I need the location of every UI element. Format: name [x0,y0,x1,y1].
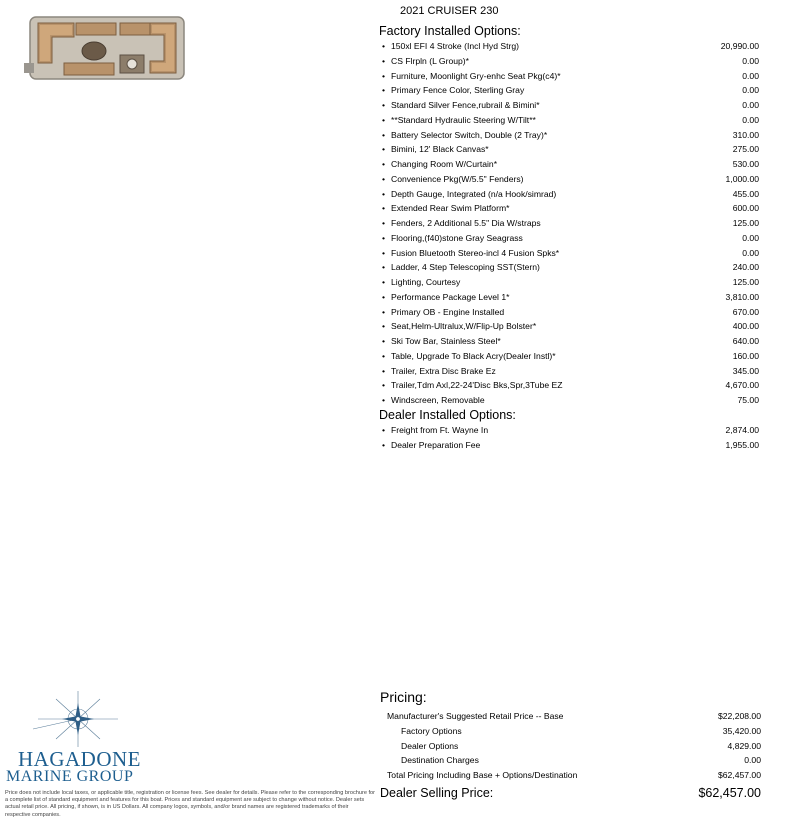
msrp-value: $22,208.00 [717,711,761,721]
option-name: Trailer,Tdm Axl,22-24'Disc Bks,Spr,3Tube EZ [391,380,563,391]
dealer-options-total-value: 4,829.00 [727,741,761,751]
option-row [379,438,761,453]
option-name: Ladder, 4 Step Telescoping SST(Stern) [391,262,540,273]
bullet-icon: • [382,277,386,287]
bullet-icon: • [382,173,386,184]
option-name: Flooring,(f40)stone Gray Seagrass [391,232,523,243]
factory-options-heading: Factory Installed Options: [379,24,521,38]
bullet-icon: • [382,425,386,435]
option-price: 125.00 [732,277,759,287]
option-price: 0.00 [742,55,759,66]
option-row [379,69,761,84]
factory-options-total-value: 35,420.00 [722,726,761,736]
option-row [379,393,761,408]
bullet-icon: • [382,203,386,214]
option-row [379,305,761,320]
option-price: 455.00 [732,188,759,199]
bullet-icon: • [382,100,386,110]
disclaimer-text: Price does not include local taxes, or applicable title, registration or license fees. See dealer for details. Please refer to the corresponding brochure for a complete list of standard equipment and features for this boat. Prices and standard equipment are subject to change without notice. Dealer sets actual retail price. All pricing, if shown, is in US Dollars. All company logos, symbols, and/or brand names are registered trademarks of their respective companies. [5,790,376,818]
option-name: 150xl EFI 4 Stroke (Incl Hyd Strg) [391,41,519,51]
bullet-icon: • [382,70,386,81]
option-name: Fenders, 2 Additional 5.5" Dia W/straps [391,218,541,228]
option-name: Lighting, Courtesy [391,277,461,287]
bullet-icon: • [382,129,386,140]
msrp-label: Manufacturer's Suggested Retail Price -- Base [387,711,564,721]
option-row [379,290,761,305]
logo-text-hagadone: HAGADONE [18,747,141,771]
option-name: Standard Silver Fence,rubrail & Bimini* [391,100,540,110]
option-name: Primary OB - Engine Installed [391,306,505,317]
option-name: Convenience Pkg(W/5.5" Fenders) [391,173,524,184]
factory-options-list [379,39,761,408]
bullet-icon: • [382,395,386,405]
option-price: 0.00 [742,70,759,81]
option-price: 75.00 [737,395,759,405]
option-name: **Standard Hydraulic Steering W/Tilt** [391,114,536,125]
destination-charges-label: Destination Charges [401,755,479,765]
total-pricing-label: Total Pricing Including Base + Options/Destination [387,770,578,780]
page-title: 2021 CRUISER 230 [400,5,499,17]
option-name: Performance Package Level 1* [391,291,510,302]
option-row [379,423,761,438]
option-name: Furniture, Moonlight Gry-enhc Seat Pkg(c4)* [391,70,561,81]
option-price: 0.00 [742,85,759,96]
option-name: Battery Selector Switch, Double (2 Tray)* [391,129,548,140]
bullet-icon: • [382,247,386,258]
option-row [379,98,761,113]
option-price: 125.00 [732,218,759,228]
option-price: 1,955.00 [725,439,759,450]
bullet-icon: • [382,144,386,155]
option-price: 1,000.00 [725,173,759,184]
option-row [379,113,761,128]
bullet-icon: • [382,321,386,332]
bullet-icon: • [382,188,386,199]
dealer-selling-price-label: Dealer Selling Price: [380,786,494,800]
option-name: Dealer Preparation Fee [391,439,481,450]
option-name: Extended Rear Swim Platform* [391,203,510,214]
bullet-icon: • [382,114,386,125]
factory-options-total-label: Factory Options [401,726,462,736]
bullet-icon: • [382,306,386,317]
option-price: 275.00 [732,144,759,155]
option-row [379,349,761,364]
total-pricing-value: $62,457.00 [717,770,761,780]
option-row [379,83,761,98]
destination-charges-value: 0.00 [744,755,761,765]
dealer-selling-price-value: $62,457.00 [698,786,761,800]
option-row [379,39,761,54]
option-price: 2,874.00 [725,425,759,435]
option-row [379,54,761,69]
option-price: 345.00 [732,365,759,376]
option-row [379,334,761,349]
dealer-options-total-label: Dealer Options [401,741,459,751]
logo-text-marine-group: MARINE GROUP [6,768,134,785]
option-name: Freight from Ft. Wayne In [391,425,489,435]
bullet-icon: • [382,365,386,376]
bullet-icon: • [382,159,386,169]
option-name: Table, Upgrade To Black Acry(Dealer Instl)* [391,350,556,361]
dealer-options-list [379,423,761,453]
bullet-icon: • [382,262,386,273]
option-price: 4,670.00 [725,380,759,391]
option-row [379,319,761,334]
option-row [379,378,761,393]
option-row [379,260,761,275]
bullet-icon: • [382,85,386,96]
option-price: 20,990.00 [720,41,759,51]
option-price: 670.00 [732,306,759,317]
option-price: 0.00 [742,232,759,243]
option-price: 310.00 [732,129,759,140]
option-price: 3,810.00 [725,291,759,302]
option-price: 240.00 [732,262,759,273]
bullet-icon: • [382,291,386,302]
option-price: 600.00 [732,203,759,214]
option-row [379,187,761,202]
bullet-icon: • [382,41,386,51]
bullet-icon: • [382,350,386,361]
bullet-icon: • [382,55,386,66]
option-row [379,364,761,379]
option-row [379,172,761,187]
option-price: 0.00 [742,114,759,125]
option-price: 160.00 [732,350,759,361]
option-name: CS Flrpln (L Group)* [391,55,470,66]
option-row [379,246,761,261]
option-price: 640.00 [732,336,759,346]
option-row [379,201,761,216]
option-price: 0.00 [742,247,759,258]
option-row [379,216,761,231]
option-name: Trailer, Extra Disc Brake Ez [391,365,496,376]
option-name: Seat,Helm-Ultralux,W/Flip-Up Bolster* [391,321,537,332]
pricing-heading: Pricing: [380,689,427,705]
option-price: 0.00 [742,100,759,110]
bullet-icon: • [382,218,386,228]
option-price: 530.00 [732,159,759,169]
option-name: Changing Room W/Curtain* [391,159,498,169]
option-price: 400.00 [732,321,759,332]
bullet-icon: • [382,380,386,391]
bullet-icon: • [382,232,386,243]
bullet-icon: • [382,336,386,346]
option-name: Bimini, 12' Black Canvas* [391,144,489,155]
option-row [379,157,761,172]
option-name: Ski Tow Bar, Stainless Steel* [391,336,501,346]
option-row [379,231,761,246]
option-name: Fusion Bluetooth Stereo-incl 4 Fusion Spks* [391,247,560,258]
option-name: Depth Gauge, Integrated (n/a Hook/simrad) [391,188,557,199]
option-row [379,275,761,290]
option-name: Primary Fence Color, Sterling Gray [391,85,525,96]
bullet-icon: • [382,439,386,450]
option-name: Windscreen, Removable [391,395,485,405]
compass-rose-icon [8,689,138,754]
option-row [379,142,761,157]
option-row [379,128,761,143]
dealer-options-heading: Dealer Installed Options: [379,408,516,422]
boat-floorplan-image [24,15,186,81]
